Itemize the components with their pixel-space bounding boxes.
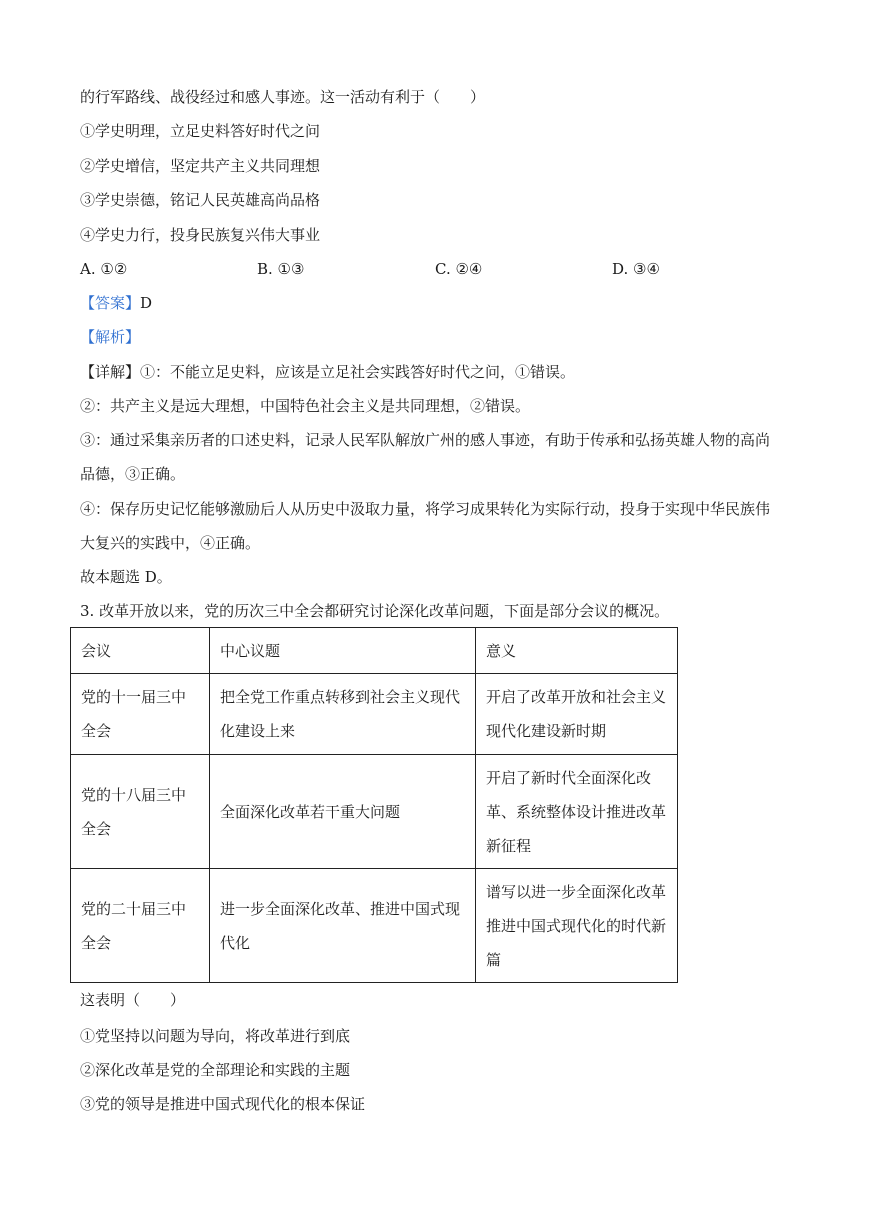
q3-stem: 3. 改革开放以来，党的历次三中全会都研究讨论深化改革问题，下面是部分会议的概况。: [80, 602, 670, 620]
q2-option-a: A. ①②: [80, 260, 128, 278]
row3-topic: [210, 869, 476, 983]
row3-meeting-line2: 全会: [81, 933, 112, 952]
row3-significance-line3: 篇: [486, 950, 502, 969]
row2-topic: [210, 755, 476, 869]
table-row: [71, 869, 678, 983]
q2-option-b: B. ①③: [257, 260, 305, 278]
q2-statement-4: ④学史力行，投身民族复兴伟大事业: [80, 226, 321, 244]
detail-line-3: ③：通过采集亲历者的口述史料，记录人民军队解放广州的感人事迹，有助于传承和弘扬英雄人物的高尚: [80, 431, 771, 449]
row2-significance-line3: 新征程: [486, 836, 532, 855]
row1-topic-line1: 把全党工作重点转移到社会主义现代: [220, 688, 461, 706]
row1-meeting: [71, 674, 210, 755]
detail-line-4: 品德，③正确。: [80, 465, 186, 483]
detail-line-5: ④：保存历史记忆能够激励后人从历史中汲取力量，将学习成果转化为实际行动，投身于实现中华民族伟: [80, 500, 771, 518]
q2-statement-3: ③学史崇德，铭记人民英雄高尚品格: [80, 191, 321, 209]
row1-meeting-line1: 党的十一届三中: [81, 688, 187, 706]
answer-tag: 【答案】: [80, 294, 141, 312]
q2-statement-1: ①学史明理，立足史料答好时代之问: [80, 122, 321, 140]
row3-significance-line1: 谱写以进一步全面深化改革: [486, 882, 667, 901]
q2-option-d: D. ③④: [612, 260, 660, 278]
detail-line-1: 【详解】①：不能立足史料，应该是立足社会实践答好时代之问，①错误。: [80, 363, 576, 381]
row1-significance: [476, 674, 678, 755]
detail-line-6: 大复兴的实践中，④正确。: [80, 534, 261, 552]
q3-prompt: 这表明（ ）: [80, 991, 186, 1009]
row2-meeting: [71, 755, 210, 869]
detail-line-2: ②：共产主义是远大理想，中国特色社会主义是共同理想，②错误。: [80, 397, 531, 415]
row1-significance-line2: 现代化建设新时期: [486, 722, 607, 740]
table-row: [71, 674, 678, 755]
q3-statement-1: ①党坚持以问题为导向，将改革进行到底: [80, 1027, 351, 1045]
row2-significance-line1: 开启了新时代全面深化改: [486, 768, 652, 787]
header-topic: 中心议题: [210, 628, 476, 674]
header-significance: 意义: [476, 628, 678, 674]
row3-meeting: [71, 869, 210, 983]
row3-significance-line2: 推进中国式现代化的时代新: [486, 916, 667, 935]
answer-value: D: [140, 294, 153, 312]
row3-significance: [476, 869, 678, 983]
row2-significance: [476, 755, 678, 869]
row3-topic-line1: 进一步全面深化改革、推进中国式现: [220, 899, 461, 918]
row1-topic-line2: 化建设上来: [220, 722, 296, 740]
q2-option-c: C. ②④: [435, 260, 483, 278]
row2-meeting-line2: 全会: [81, 819, 112, 838]
row1-significance-line1: 开启了改革开放和社会主义: [486, 688, 667, 706]
header-meeting: 会议: [71, 628, 210, 674]
row1-topic: [210, 674, 476, 755]
q3-statement-3: ③党的领导是推进中国式现代化的根本保证: [80, 1095, 366, 1113]
q2-stem-tail: 的行军路线、战役经过和感人事迹。这一活动有利于（ ）: [80, 88, 486, 106]
table-row: [71, 755, 678, 869]
q2-statement-2: ②学史增信，坚定共产主义共同理想: [80, 157, 321, 175]
conclusion-line: 故本题选 D。: [80, 568, 172, 586]
answer-line: [80, 293, 152, 313]
row3-meeting-line1: 党的二十届三中: [81, 899, 187, 918]
row3-topic-line2: 代化: [220, 933, 251, 952]
meeting-table: [70, 627, 678, 983]
analysis-tag: 【解析】: [80, 328, 141, 346]
row1-meeting-line2: 全会: [81, 722, 112, 740]
table-header-row: [71, 628, 678, 674]
row2-topic-line1: 全面深化改革若干重大问题: [220, 802, 401, 821]
row2-meeting-line1: 党的十八届三中: [81, 785, 187, 804]
row2-significance-line2: 革、系统整体设计推进改革: [486, 802, 667, 821]
q3-statement-2: ②深化改革是党的全部理论和实践的主题: [80, 1061, 351, 1079]
